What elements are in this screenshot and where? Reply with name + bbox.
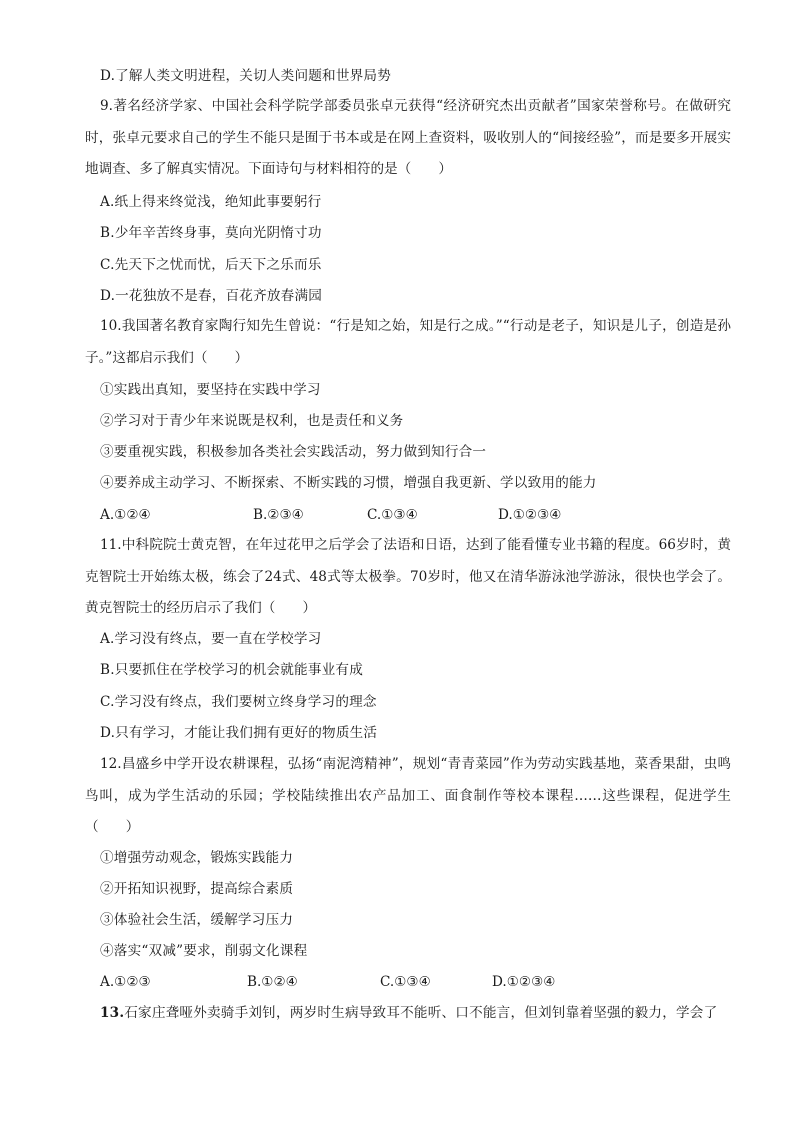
q12-statement-2: ②开拓知识视野，提高综合素质 (100, 881, 294, 897)
q10-option-b: B.②③④ (253, 507, 304, 523)
q8-option-d: D.了解人类文明进程，关切人类问题和世界局势 (100, 68, 392, 84)
q11-stem: 11.中科院院士黄克智，在年过花甲之后学会了法语和日语，达到了能看懂专业书籍的程度。66岁时，黄克智院士开始练太极，练会了24式、48式等太极拳。70岁时，他又在清华游泳池学游泳，很快也学会了。黄克智院士的经历启示了我们（ ） (85, 537, 731, 616)
q10-statement-4: ④要养成主动学习、不断探索、不断实践的习惯，增强自我更新、学以致用的能力 (100, 475, 597, 491)
q12-options-row (100, 972, 620, 992)
q13-stem (100, 1003, 736, 1023)
q12-option-d: D.①②③④ (492, 974, 556, 990)
q12-stem: 12.昌盛乡中学开设农耕课程，弘扬“南泥湾精神”，规划“青青菜园”作为劳动实践基地，菜香果甜，虫鸣鸟叫，成为学生活动的乐园；学校陆续推出农产品加工、面食制作等校本课程……这些课程，促进学生（ ） (85, 756, 731, 835)
q12-statement-1: ①增强劳动观念，锻炼实践能力 (100, 850, 294, 866)
q11-option-a: A.学习没有终点，要一直在学校学习 (100, 631, 322, 647)
q12-statement-4: ④落实“双减”要求，削弱文化课程 (100, 943, 308, 959)
q13-stem-text: 石家庄聋哑外卖骑手刘钊，两岁时生病导致耳不能听、口不能言，但刘钊靠着坚强的毅力，学会了 (124, 1005, 718, 1021)
q12-option-b: B.①②④ (247, 974, 298, 990)
q9-option-a: A.纸上得来终觉浅，绝知此事要躬行 (100, 194, 322, 210)
q12-statement-3: ③体验社会生活，缓解学习压力 (100, 912, 294, 928)
q11-option-d: D.只有学习，才能让我们拥有更好的物质生活 (100, 725, 378, 741)
q11-option-c: C.学习没有终点，我们要树立终身学习的理念 (100, 694, 377, 710)
q10-stem: 10.我国著名教育家陶行知先生曾说：“行是知之始，知是行之成。”“行动是老子，知识是儿子，创造是孙子。”这都启示我们（ ） (85, 318, 731, 366)
q12-option-c: C.①③④ (380, 974, 431, 990)
q10-statement-3: ③要重视实践，积极参加各类社会实践活动，努力做到知行合一 (100, 444, 487, 460)
q9-option-c: C.先天下之忧而忧，后天下之乐而乐 (100, 257, 322, 273)
q9-option-d: D.一花独放不是春，百花齐放春满园 (100, 288, 323, 304)
q11-option-b: B.只要抓住在学校学习的机会就能事业有成 (100, 662, 363, 678)
q13-number: 13. (100, 1005, 125, 1021)
q9-option-b: B.少年辛苦终身事，莫向光阴惰寸功 (100, 225, 322, 241)
q10-option-c: C.①③④ (367, 507, 418, 523)
q9-stem: 9.著名经济学家、中国社会科学院学部委员张卓元获得“经济研究杰出贡献者”国家荣誉称号。在做研究时，张卓元要求自己的学生不能只是囿于书本或是在网上查资料，吸收别人的“间接经验”，而是要多开展实地调查、多了解真实情况。下面诗句与材料相符的是（ ） (85, 98, 731, 177)
q10-option-a: A.①②④ (100, 507, 151, 523)
q10-option-d: D.①②③④ (498, 507, 562, 523)
q10-options-row (100, 505, 620, 525)
q10-statement-2: ②学习对于青少年来说既是权利，也是责任和义务 (100, 413, 404, 429)
q12-option-a: A.①②③ (100, 974, 151, 990)
q10-statement-1: ①实践出真知，要坚持在实践中学习 (100, 382, 321, 398)
